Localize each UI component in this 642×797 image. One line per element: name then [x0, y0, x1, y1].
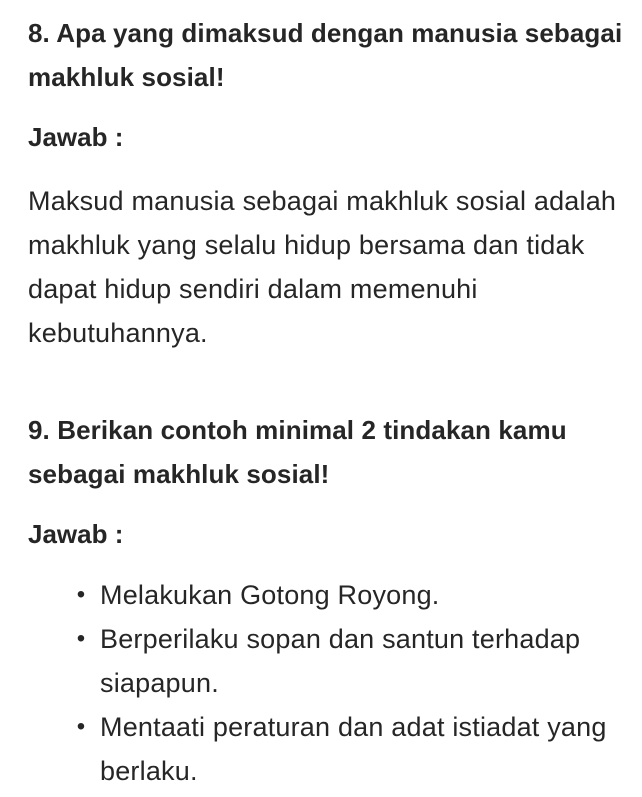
question-9-answer-list	[28, 573, 626, 793]
bullet-icon: •	[76, 581, 86, 608]
list-item	[28, 617, 626, 705]
list-item-text: Melakukan Gotong Royong.	[100, 580, 440, 610]
list-item	[28, 705, 626, 793]
list-item	[28, 573, 626, 617]
question-8-title: 8. Apa yang dimaksud dengan manusia sebagai makhluk sosial!	[28, 18, 623, 92]
question-8-answer-text: Maksud manusia sebagai makhluk sosial adalah makhluk yang selalu hidup bersama dan tidak dapat hidup sendiri dalam memenuhi kebutuhannya.	[28, 186, 617, 348]
question-8-answer-label: Jawab :	[28, 122, 124, 152]
bullet-icon: •	[76, 713, 86, 740]
question-9-answer-label: Jawab :	[28, 519, 124, 549]
bullet-icon: •	[76, 625, 86, 652]
question-8-block	[28, 0, 626, 355]
question-9-block	[28, 408, 626, 793]
list-item-text: Berperilaku sopan dan santun terhadap siapapun.	[100, 624, 581, 698]
list-item-text: Mentaati peraturan dan adat istiadat yang berlaku.	[100, 712, 607, 786]
question-9-title: 9. Berikan contoh minimal 2 tindakan kamu sebagai makhluk sosial!	[28, 415, 567, 489]
